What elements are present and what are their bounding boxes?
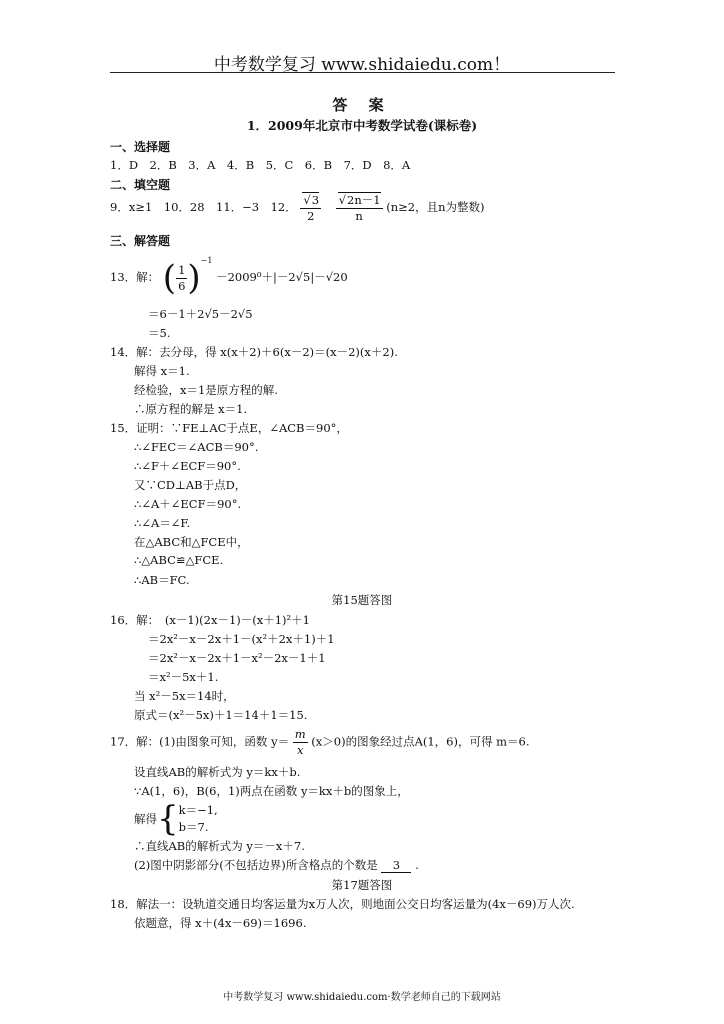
solve-label: 解得 — [134, 812, 157, 826]
fraction-one-sixth — [176, 263, 187, 294]
q14-line: 14．解：去分母，得 x(x＋2)＋6(x－2)＝(x－2)(x＋2). — [110, 345, 398, 359]
q16-line: ＝2x²－x－2x＋1－x²－2x－1＋1 — [148, 651, 326, 665]
figure-caption-15: 第15题答图 — [331, 593, 393, 607]
left-brace: { — [157, 799, 179, 839]
fraction-m-over-x — [293, 727, 308, 758]
q17-part2-text: (2)图中阴影部分(不包括边界)所含格点的个数是 — [134, 858, 378, 872]
figure-caption-17: 第17题答图 — [331, 878, 393, 892]
fill-answers — [110, 192, 484, 224]
q18-line: 依题意，得 x＋(4x－69)＝1696. — [134, 916, 307, 930]
q15-line: ∴AB＝FC. — [134, 573, 190, 587]
q15-line: ∴∠F＋∠ECF＝90°. — [134, 459, 241, 473]
equation-k: k＝−1, — [178, 803, 218, 817]
equation-b: b＝7. — [178, 820, 209, 834]
fill-prefix: 9．x≥1 10．28 11．−3 12． — [110, 200, 297, 214]
q16-line: ＝2x²－x－2x＋1－(x²＋2x＋1)＋1 — [148, 632, 335, 646]
choice-answers: 1．D 2．B 3．A 4．B 5．C 6．B 7．D 8．A — [110, 158, 411, 172]
q17-line6 — [134, 857, 419, 873]
q13-line3: ＝5. — [148, 326, 171, 340]
fraction-q12a — [300, 192, 321, 224]
q14-line: 解得 x＝1. — [134, 364, 190, 378]
section-fill: 二、填空题 — [110, 178, 171, 192]
page-footer: 中考数学复习 www.shidaiedu.com·数学老师自己的下载网站 — [223, 992, 501, 1003]
sqrt-num: √ 3 — [302, 192, 319, 208]
q17-line2: 设直线AB的解析式为 y＝kx＋b. — [134, 765, 301, 779]
q13-label: 13．解： — [110, 270, 160, 284]
frac-den: n — [355, 209, 363, 223]
sqrt-num: √ 2n－1 — [338, 192, 381, 208]
q17-part2-end: . — [415, 858, 419, 872]
q16-line: 16．解： (x－1)(2x－1)－(x＋1)²＋1 — [110, 613, 310, 627]
q15-line: 在△ABC和△FCE中， — [134, 535, 249, 549]
equation-system — [179, 802, 218, 836]
q16-line: 原式＝(x²－5x)＋1＝14＋1＝15. — [134, 708, 308, 722]
fraction-q12b — [336, 192, 383, 224]
q15-line: ∴∠A＋∠ECF＝90°. — [134, 497, 242, 511]
q17-system — [134, 799, 218, 839]
section-choice: 一、选择题 — [110, 140, 171, 154]
page-header: 中考数学复习 www.shidaiedu.com！ — [213, 55, 511, 75]
page-title: 答 案 — [332, 96, 392, 114]
q13-line1 — [110, 256, 348, 298]
q13-rest: －2009⁰＋|－2√5|－√20 — [216, 270, 348, 284]
frac-den: 2 — [307, 209, 315, 223]
q15-line: 15．证明：∵FE⊥AC于点E，∠ACB＝90°， — [110, 421, 348, 435]
q17-line5: ∴直线AB的解析式为 y＝－x＋7. — [134, 839, 305, 853]
q17-text-b: (x＞0)的图象经过点A(1，6)，可得 m＝6. — [311, 734, 530, 749]
header-rule — [110, 72, 615, 73]
q14-line: 经检验，x＝1是原方程的解. — [134, 383, 278, 397]
q17-line1 — [110, 727, 530, 758]
answer-blank: 3 — [381, 858, 411, 873]
exam-subtitle: 1．2009年北京市中考数学试卷(课标卷) — [246, 118, 478, 133]
q15-line: ∴△ABC≌△FCE. — [134, 553, 224, 567]
q16-line: ＝x²－5x＋1. — [148, 670, 219, 684]
frac-num: m — [294, 727, 306, 741]
right-paren: ) — [187, 258, 201, 298]
frac-den: x — [296, 743, 304, 757]
section-solve: 三、解答题 — [110, 234, 171, 248]
q17-text-a: 17．解：(1)由图象可知，函数 y＝ — [110, 734, 290, 749]
fill-suffix: (n≥2，且n为整数) — [386, 200, 485, 214]
q14-line: ∴原方程的解是 x＝1. — [134, 402, 248, 416]
frac-den: 6 — [178, 278, 186, 293]
q15-line: ∴∠FEC＝∠ACB＝90°. — [134, 440, 259, 454]
q17-line3: ∵A(1，6)，B(6，1)两点在函数 y＝kx＋b的图象上， — [134, 784, 409, 798]
q16-line: 当 x²－5x＝14时， — [134, 689, 235, 703]
q13-line2: ＝6－1＋2√5－2√5 — [148, 307, 253, 321]
q15-line: ∴∠A＝∠F. — [134, 516, 191, 530]
q18-line: 18．解法一：设轨道交通日均客运量为x万人次，则地面公交日均客运量为(4x－69)万人次. — [110, 897, 575, 911]
left-paren: ( — [162, 258, 177, 298]
frac-num: 1 — [178, 262, 186, 277]
exponent: −1 — [200, 256, 213, 265]
q15-line: 又∵CD⊥AB于点D， — [134, 478, 247, 492]
